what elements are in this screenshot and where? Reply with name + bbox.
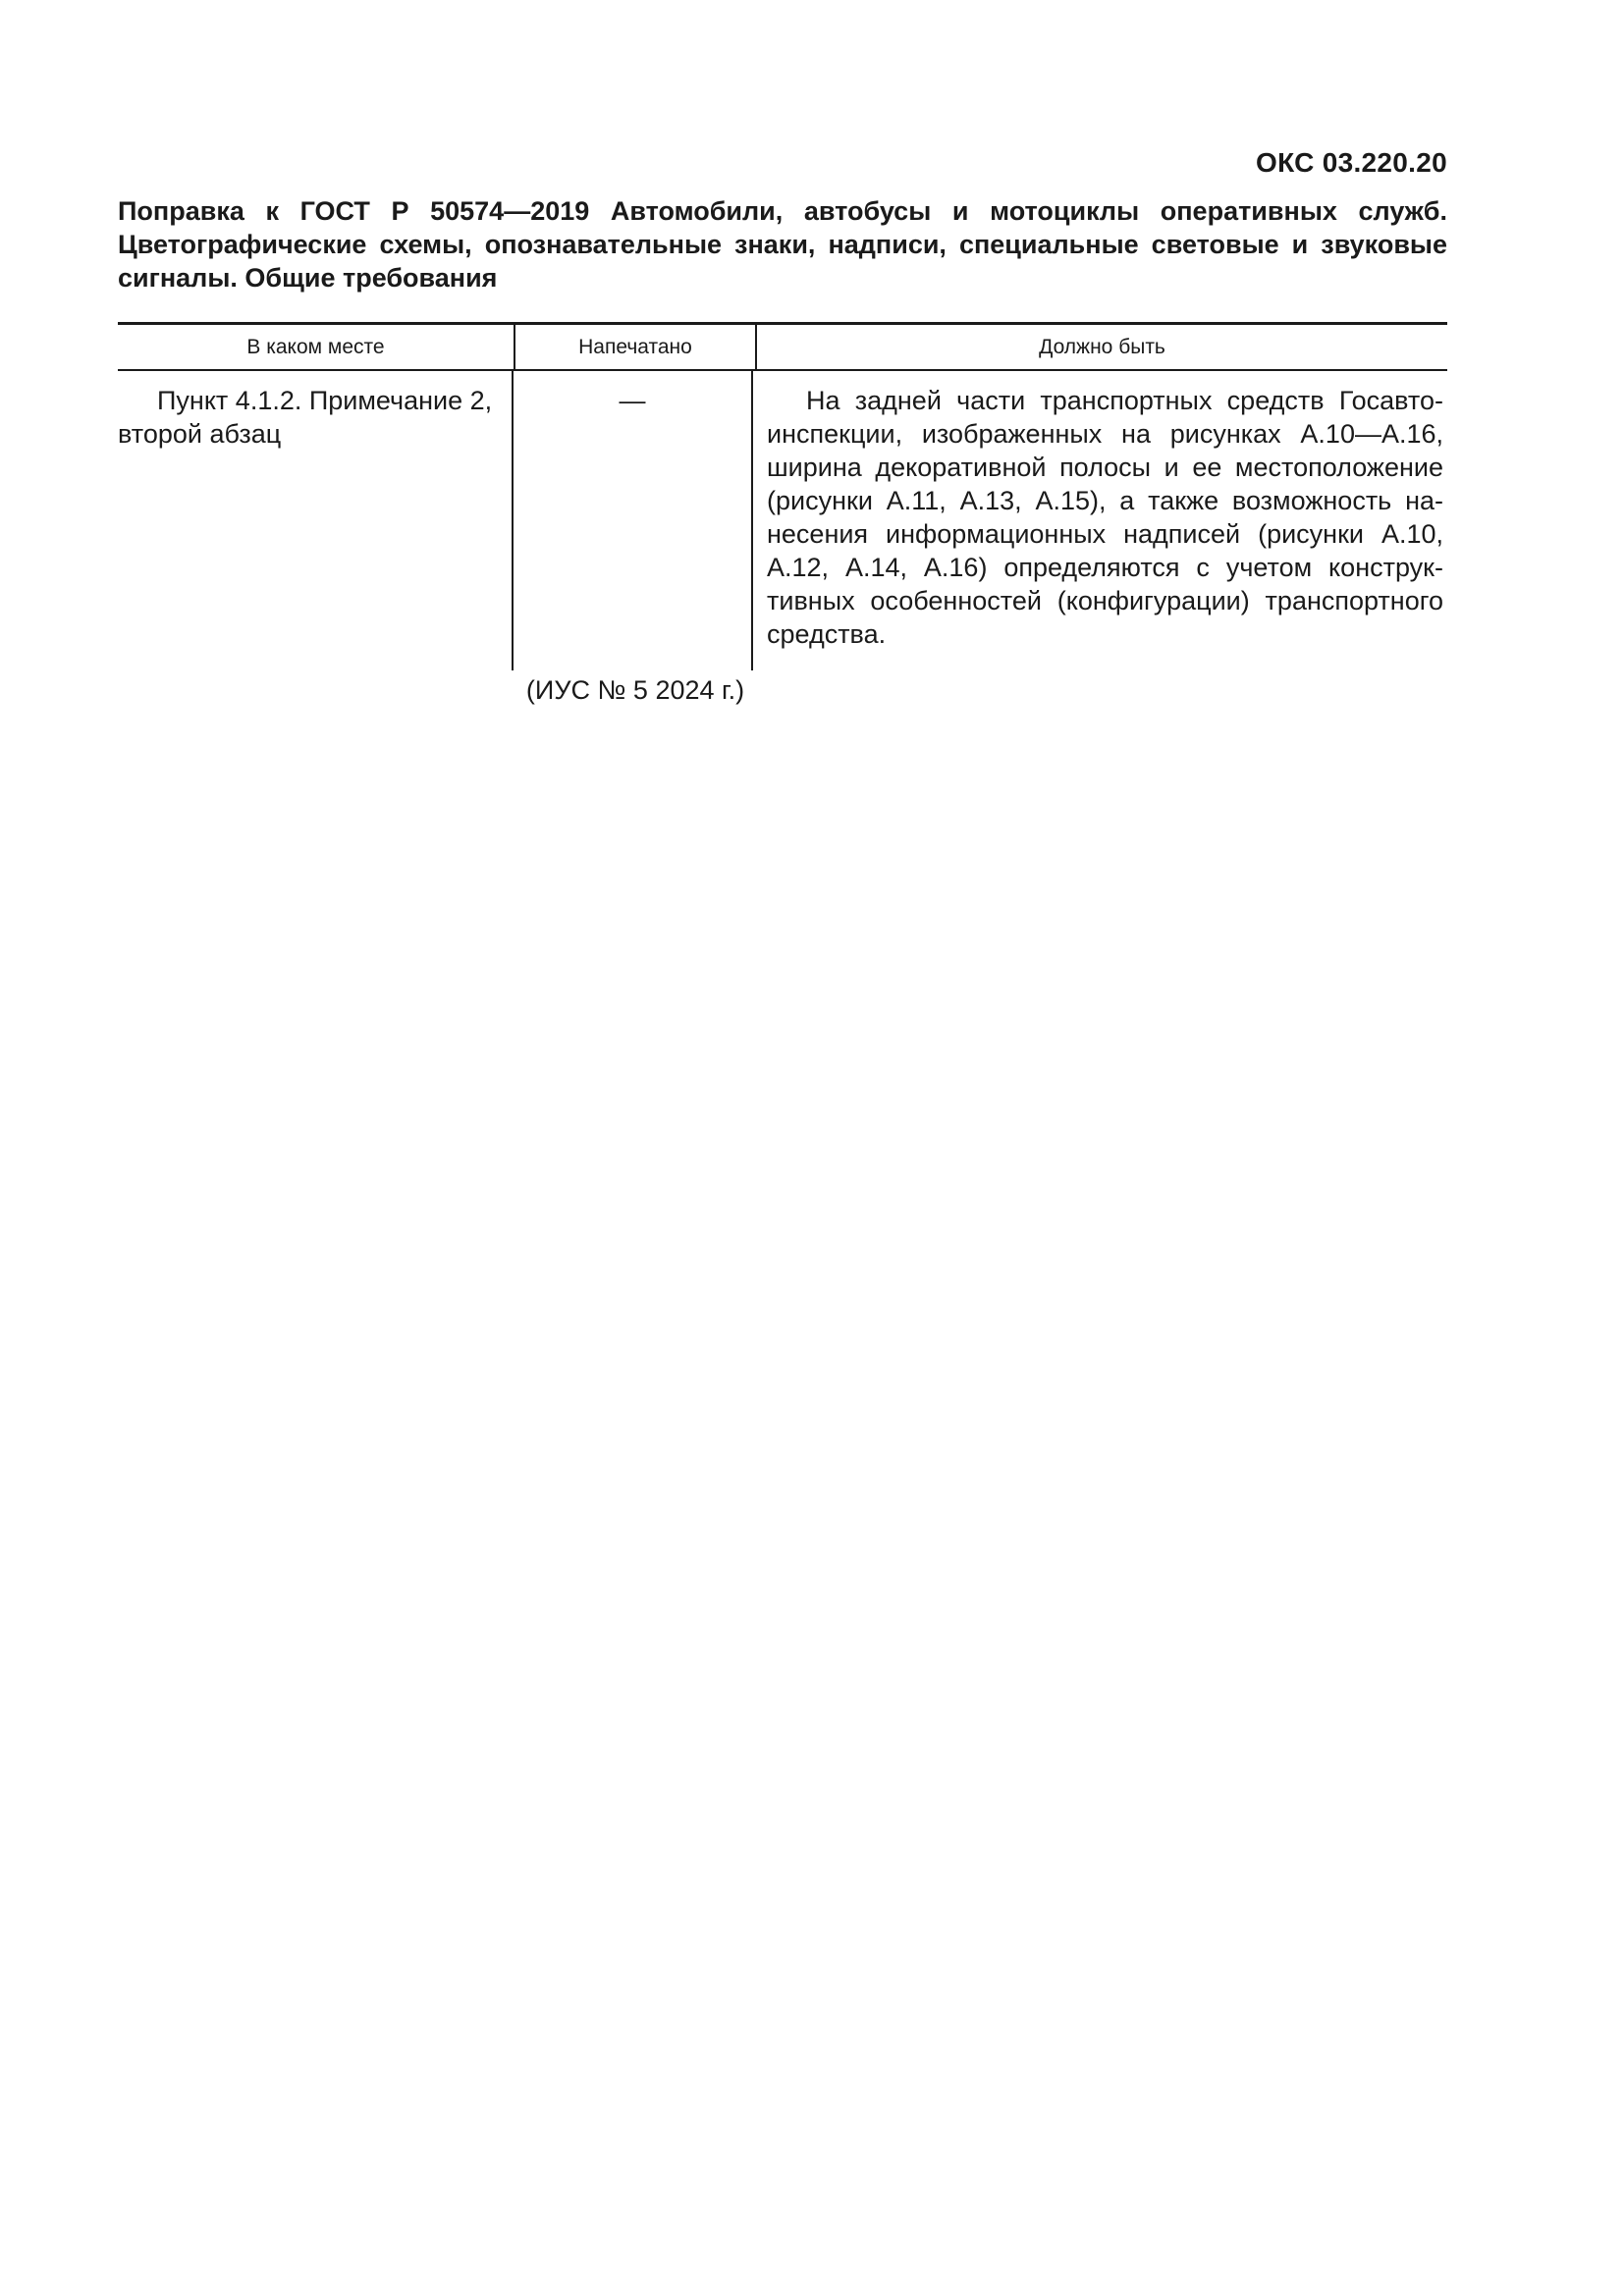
- header-should-be: Должно быть: [1039, 335, 1165, 358]
- table-header: [118, 322, 1447, 371]
- header-place: В каком месте: [118, 325, 515, 369]
- header-printed: Напечатано: [515, 325, 757, 369]
- classification-code: ОКС 03.220.20: [1256, 147, 1447, 178]
- source-note: (ИУС № 5 2024 г.): [525, 675, 745, 705]
- cell-printed: —: [514, 371, 753, 670]
- document-title: Поправка к ГОСТ Р 50574—2019 Автомобили, автобусы и мотоциклы оперативных служб. Цветографические схемы, опознавательные знаки, надписи, специальные световые и звуковые сигналы. Общие требования: [118, 196, 1447, 293]
- table-row: [118, 371, 1447, 670]
- cell-place: Пункт 4.1.2. Примечание 2, второй абзац: [118, 371, 514, 670]
- cell-should-be: На задней части транспортных средств Госавтоинспекции, изображенных на рисунках А.10—А.16, ширина декоративной полосы и ее местоположение (рисунки А.11, А.13, А.15), а также возможность нанесения информационных надписей (рисунки А.10, А.12, А.14, А.16) определяются с учетом конструктивных особенностей (конфигурации) транспортного средства.: [767, 386, 1443, 649]
- correction-table: [118, 322, 1447, 670]
